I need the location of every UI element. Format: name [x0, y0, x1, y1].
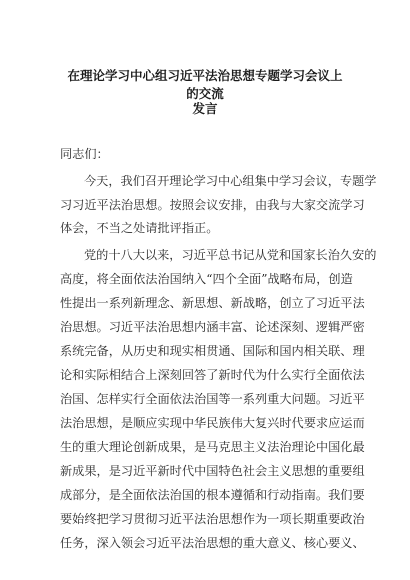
document-title-line-2: 发言: [192, 101, 218, 116]
document-title-line-1: 在理论学习中心组习近平法治思想专题学习会议上的交流: [67, 68, 343, 101]
paragraph-2-line-11: 成部分，是全面依法治国的根本遵循和行动指南。我们要: [60, 488, 365, 502]
paragraph-2-line-10: 新成果，是习近平新时代中国特色社会主义思想的重要组: [60, 464, 365, 478]
paragraph-2-line-9: 生的重大理论创新成果，是马克思主义法治理论中国化最: [60, 440, 365, 454]
paragraph-2-line-2: 高度，将全面依法治国纳入“四个全面”战略布局，创造: [60, 272, 353, 286]
paragraph-1-line-3: 体会，不当之处请批评指正。: [60, 221, 219, 235]
paragraph-2-line-1: 党的十八大以来，习近平总书记从党和国家长治久安的: [84, 248, 377, 262]
paragraph-2-line-13: 任务，深入领会习近平法治思想的重大意义、核心要义、: [60, 536, 365, 550]
paragraph-2-line-3: 性提出一系列新理念、新思想、新战略，创立了习近平法: [60, 296, 365, 310]
paragraph-2-line-7: 治国、怎样实行全面依法治国等一系列重大问题。习近平: [60, 392, 365, 406]
paragraph-2-line-6: 论和实际相结合上深刻回答了新时代为什么实行全面依法: [60, 368, 365, 382]
paragraph-2-line-12: 要始终把学习贯彻习近平法治思想作为一项长期重要政治: [60, 512, 365, 526]
paragraph-1-line-1: 今天，我们召开理论学习中心组集中学习会议，专题学: [84, 174, 377, 188]
paragraph-2-line-5: 系统完备，从历史和现实相贯通、国际和国内相关联、理: [60, 344, 365, 358]
paragraph-1-line-2: 习习近平法治思想。按照会议安排，由我与大家交流学习: [60, 198, 365, 212]
salutation: 同志们：: [60, 147, 109, 161]
paragraph-2-line-8: 法治思想，是顺应实现中华民族伟大复兴时代要求应运而: [60, 416, 365, 430]
paragraph-2-line-4: 治思想。习近平法治思想内涵丰富、论述深刻、逻辑严密: [60, 320, 365, 334]
